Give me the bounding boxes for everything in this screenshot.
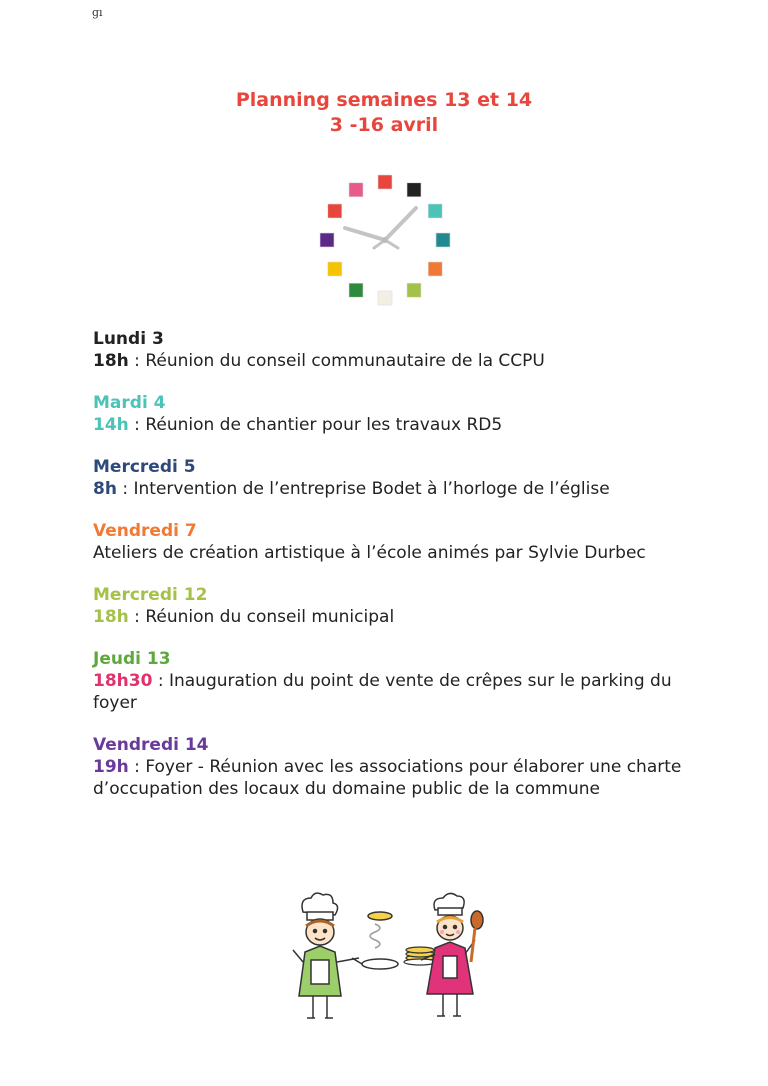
clock-cube [349, 183, 363, 197]
clock-cube [407, 283, 421, 297]
clock-hands [345, 208, 416, 248]
event-day: Mercredi 5 [93, 457, 196, 477]
event-separator: : [128, 607, 146, 627]
event-description [93, 756, 693, 800]
page-subtitle-dates: 3 -16 avril [329, 114, 439, 136]
event-separator: : [128, 351, 146, 371]
event-day: Vendredi 7 [93, 521, 197, 541]
event-item [93, 520, 693, 564]
event-day: Mardi 4 [93, 393, 166, 413]
event-time: 18h [93, 351, 129, 371]
event-item [93, 328, 693, 372]
event-day: Jeudi 13 [93, 649, 171, 669]
event-time: 19h [93, 757, 129, 777]
clock-cube [328, 262, 342, 276]
clock-cube [378, 291, 392, 305]
crepe-pan-illustration [352, 912, 398, 969]
event-separator: : [152, 671, 169, 691]
event-text: Réunion du conseil communautaire de la CCPU [145, 351, 545, 371]
event-item [93, 734, 693, 800]
event-description [93, 542, 693, 564]
clock-cube [378, 175, 392, 189]
event-item [93, 392, 693, 436]
event-description [93, 478, 693, 500]
event-description [93, 670, 693, 714]
clock-cube [436, 233, 450, 247]
event-item [93, 648, 693, 714]
event-text: Réunion du conseil municipal [145, 607, 395, 627]
event-text: Réunion de chantier pour les travaux RD5 [145, 415, 503, 435]
event-time: 18h [93, 607, 129, 627]
event-text: Ateliers de création artistique à l’école animés par Sylvie Durbec [93, 543, 646, 563]
corner-mark: gı [92, 6, 103, 19]
event-item [93, 456, 693, 500]
clock-cube [428, 262, 442, 276]
event-text: Foyer - Réunion avec les associations pour élaborer une charte d’occupation des locaux du domaine public de la commune [93, 757, 682, 799]
events-list [93, 328, 693, 820]
chef-boy-illustration [293, 893, 359, 1018]
event-text: Intervention de l’entreprise Bodet à l’horloge de l’église [133, 479, 610, 499]
event-description [93, 606, 693, 628]
event-time: 18h30 [93, 671, 153, 691]
clock-cube [407, 183, 421, 197]
chefs-illustration [285, 890, 485, 1030]
event-day: Vendredi 14 [93, 735, 209, 755]
clock-cube [428, 204, 442, 218]
event-item [93, 584, 693, 628]
event-time: 14h [93, 415, 129, 435]
event-day: Mercredi 12 [93, 585, 208, 605]
event-time: 8h [93, 479, 117, 499]
event-separator: : [128, 415, 146, 435]
clock-cube [320, 233, 334, 247]
event-text: Inauguration du point de vente de crêpes sur le parking du foyer [93, 671, 672, 713]
clock-illustration [312, 170, 462, 310]
clock-cube [328, 204, 342, 218]
event-separator: : [128, 757, 146, 777]
event-day: Lundi 3 [93, 329, 164, 349]
event-separator: : [116, 479, 134, 499]
page-title: Planning semaines 13 et 14 [235, 89, 533, 111]
event-description [93, 414, 693, 436]
event-description [93, 350, 693, 372]
spoon-illustration [471, 911, 483, 962]
clock-cube [349, 283, 363, 297]
